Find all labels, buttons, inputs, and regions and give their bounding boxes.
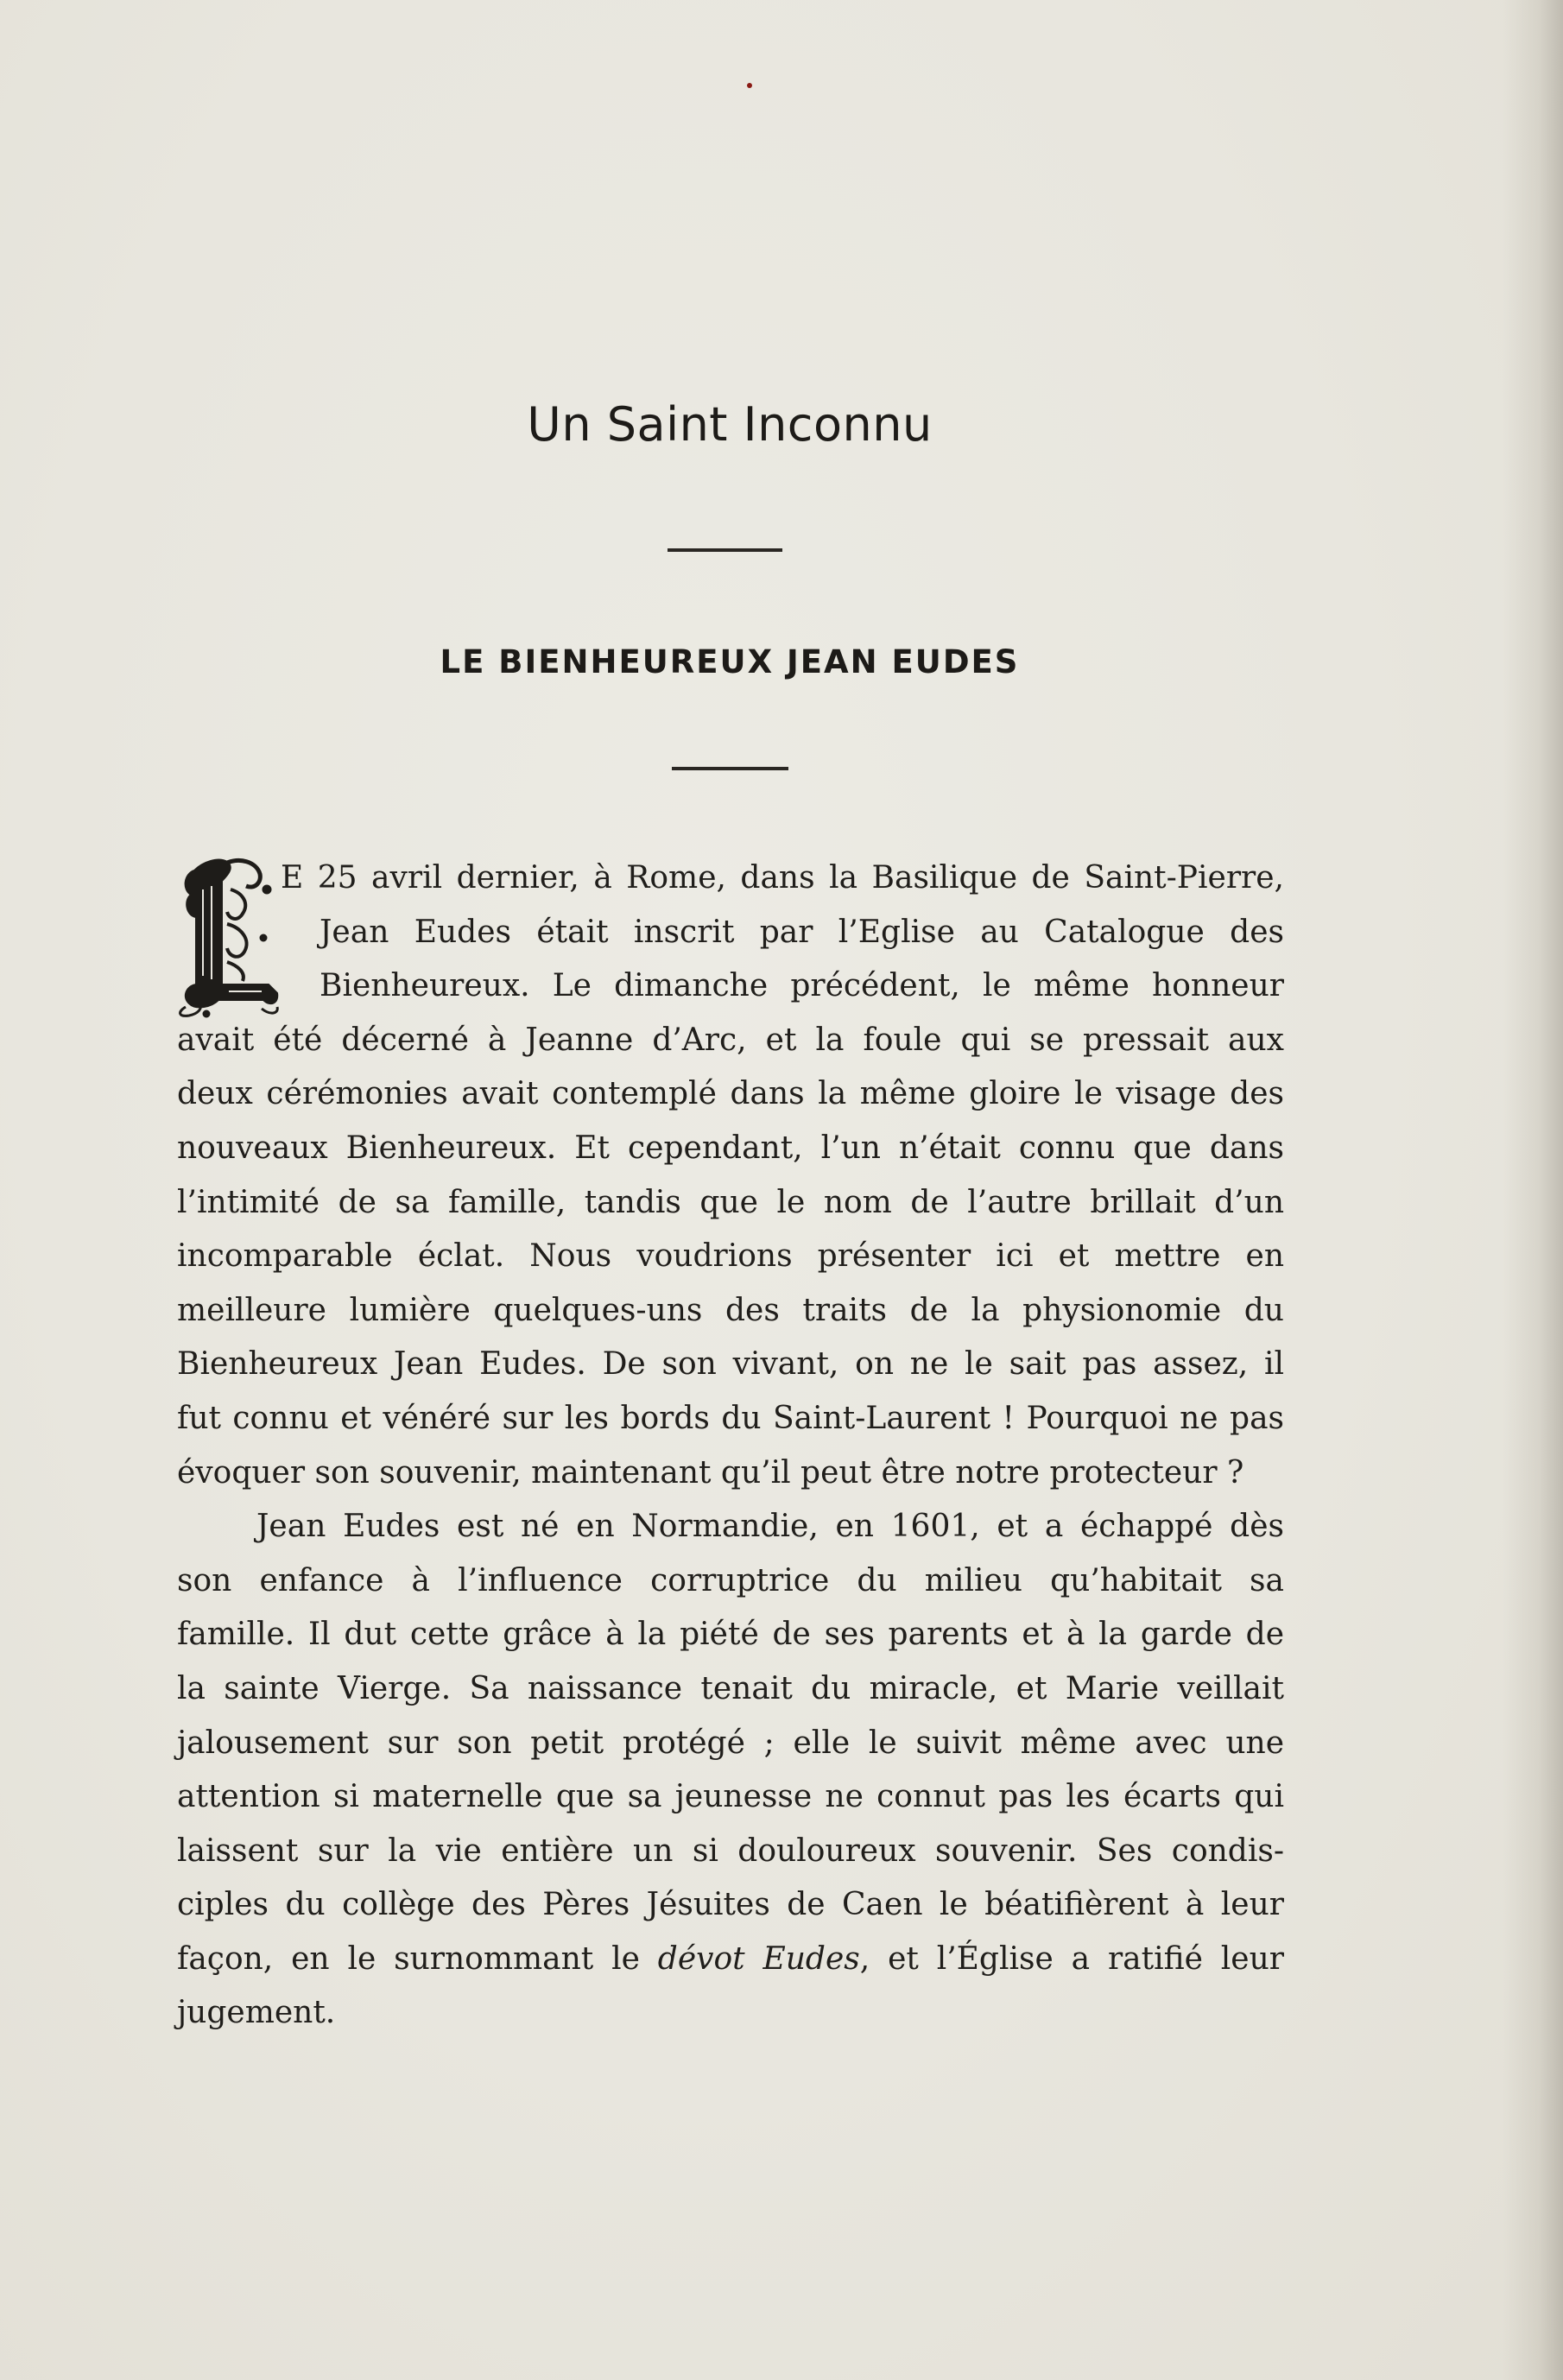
section-subtitle: LE BIENHEUREUX JEAN EUDES — [440, 643, 1020, 680]
text-line: Jean Eudes était inscrit par l’Eglise au Catalogue des — [320, 914, 1284, 950]
text-line: famille. Il dut cette grâce à la piété de ses parents et à la garde de — [177, 1617, 1284, 1653]
text-line: nouveaux Bienheureux. Et cependant, l’un n’était connu que dans — [177, 1130, 1284, 1166]
page-title: Un Saint Inconnu — [527, 397, 933, 452]
text-line: évoquer son souvenir, maintenant qu’il peut être notre protecteur ? — [177, 1454, 1244, 1491]
text-run: façon, en le surnommant le — [177, 1940, 658, 1977]
text-line: E 25 avril dernier, à Rome, dans la Basilique de Saint-Pierre, — [281, 860, 1284, 896]
text-run: , et l’Église a ratifié leur — [859, 1940, 1284, 1977]
article-body — [177, 851, 1284, 2041]
text-line: jugement. — [177, 1995, 336, 2031]
text-line: son enfance à l’influence corruptrice du milieu qu’habitait sa — [177, 1562, 1284, 1598]
text-line: meilleure lumière quelques-uns des traits de la physionomie du — [177, 1292, 1284, 1328]
text-line: Bienheureux Jean Eudes. De son vivant, on ne le sait pas assez, il — [177, 1346, 1284, 1383]
text-line: l’intimité de sa famille, tandis que le nom de l’autre brillait d’un — [177, 1184, 1284, 1220]
text-line: laissent sur la vie entière un si douloureux souvenir. Ses condis- — [177, 1832, 1284, 1869]
text-line: fut connu et vénéré sur les bords du Saint-Laurent ! Pourquoi ne pas — [177, 1400, 1284, 1436]
text-line — [177, 1933, 1284, 1987]
subtitle-rule — [672, 767, 788, 770]
text-line: deux cérémonies avait contemplé dans la même gloire le visage des — [177, 1076, 1284, 1112]
text-line: la sainte Vierge. Sa naissance tenait du miracle, et Marie veillait — [177, 1670, 1284, 1706]
italic-phrase: dévot Eudes — [657, 1940, 860, 1977]
text-line: attention si maternelle que sa jeunesse ne connut pas les écarts qui — [177, 1779, 1284, 1815]
text-line: avait été décerné à Jeanne d’Arc, et la foule qui se pressait aux — [177, 1022, 1284, 1058]
text-line: Bienheureux. Le dimanche précédent, le même honneur — [320, 968, 1284, 1004]
text-line: jalousement sur son petit protégé ; elle le suivit même avec une — [177, 1725, 1284, 1761]
text-line: Jean Eudes est né en Normandie, en 1601, et a échappé dès — [256, 1509, 1284, 1545]
text-line: incomparable éclat. Nous voudrions présenter ici et mettre en — [177, 1238, 1284, 1275]
text-line: ciples du collège des Pères Jésuites de Caen le béatifièrent à leur — [177, 1887, 1284, 1923]
ink-speck — [747, 83, 752, 88]
title-rule — [668, 548, 782, 552]
